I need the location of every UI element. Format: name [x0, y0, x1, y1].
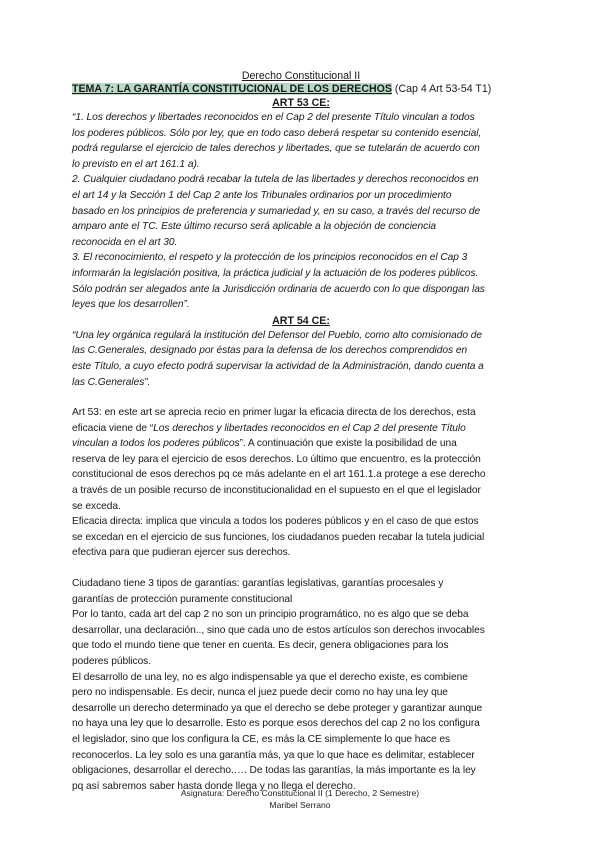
text-line: reconocida en el art 30. [72, 236, 178, 248]
text-line: amparo ante el TC. Este último recurso será aplicable a la objeción de conciencia [72, 221, 437, 233]
commentary-lines [72, 452, 530, 561]
tema-heading [72, 83, 530, 96]
text-line: el legislador, sino que los configura la CE, es más la CE simplemente lo que hace es [72, 733, 451, 745]
text-line: lo previsto en el art 161.1 a). [72, 158, 200, 170]
tema-reference: (Cap 4 Art 53-54 T1) [391, 83, 492, 95]
text-line: se exceda. [72, 500, 121, 512]
text-line: Eficacia directa: implica que vincula a todos los poderes públicos y en el caso de que estos [72, 516, 479, 528]
text-line: efectiva para que pudieran ejercer sus derechos. [72, 547, 291, 559]
text-line: no haya una ley que lo desarrolle. Esto es porque esos derechos del cap 2 no los configura [72, 718, 480, 730]
text-line: obligaciones, desarrollar el derecho.…. De todas las garantías, la más importante es la ley [72, 765, 476, 777]
text-line: podrá regularse el ejercicio de tales derechos y libertades, que se tutelarán de acuerdo con [72, 143, 480, 155]
text-line: los poderes públicos. Sólo por ley, que en todo caso deberá respetar su contenido esencial, [72, 127, 482, 139]
text-line [72, 436, 530, 452]
tema-title: TEMA 7: LA GARANTÍA CONSTITUCIONAL DE LOS DERECHOS [72, 83, 392, 95]
spacer [72, 390, 530, 405]
text-line: 2. Cualquier ciudadano podrá recabar la tutela de las libertades y derechos reconocidos en [72, 174, 479, 186]
quoted-fragment: Los derechos y libertades reconocidos en el Cap 2 del presente Título [153, 422, 466, 434]
text-line: 3. El reconocimiento, el respeto y la protección de los principios reconocidos en el Cap 3 [72, 252, 468, 264]
text-line [72, 421, 530, 437]
text-line: informarán la legislación positiva, la práctica judicial y la actuación de los poderes públicos. [72, 267, 479, 279]
art53-quote [72, 110, 530, 313]
footer-subject: Asignatura: Derecho Constitucional II (1 Derecho, 2 Semestre) [180, 788, 420, 798]
text-line: Ciudadano tiene 3 tipos de garantías: garantías legislativas, garantías procesales y [72, 578, 444, 590]
text-line: las C.Generales”. [72, 376, 151, 388]
text-line: Sólo podrán ser alegados ante la Jurisdicción ordinaria de acuerdo con lo que dispongan las [72, 283, 485, 295]
quoted-fragment: vinculan a todos los poderes públicos [72, 438, 240, 450]
text-line: este Título, a cuyo efecto podrá supervisar la actividad de la Administración, dando cuenta a [72, 360, 484, 372]
text-line: Por lo tanto, cada art del cap 2 no son un principio programático, no es algo que se deba [72, 609, 469, 621]
footer-author: Maribel Serrano [269, 800, 331, 810]
art54-quote [72, 328, 530, 390]
text-line: se excedan en el ejercicio de sus funciones, los ciudadanos pueden recabar la tutela judicial [72, 531, 485, 543]
text-fragment: eficacia viene de “ [72, 422, 154, 434]
text-line: el art 14 y la Sección 1 del Cap 2 ante los Tribunales ordinarios por un procedimiento [72, 189, 452, 201]
commentary-paragraph-1 [72, 405, 530, 561]
text-line: constitucional de esos derechos pq ce más adelante en el art 161.1.a protege a ese derecho [72, 469, 486, 481]
text-line: que todo el mundo tiene que tener en cuenta. Es decir, genera obligaciones para los [72, 640, 449, 652]
page-content [72, 70, 530, 794]
text-fragment: ”. A continuación que existe la posibilidad de una [239, 438, 457, 450]
text-line: pero no indispensable. Es decir, nunca el juez puede decir como no hay una ley que [72, 687, 448, 699]
spacer [72, 561, 530, 576]
art54-heading: ART 54 CE: [272, 314, 330, 327]
text-line: a través de un posible recurso de inconstitucionalidad en el supuesto en el que el legislador [72, 485, 481, 497]
text-line: basado en los principios de preferencia y sumariedad y, en su caso, a través del recurso de [72, 205, 481, 217]
art53-heading: ART 53 CE: [272, 97, 330, 109]
text-line: “1. Los derechos y libertades reconocidos en el Cap 2 del presente Título vinculan a todos [72, 112, 475, 123]
text-line: las C.Generales, designado por éstas para la defensa de los derechos comprendidos en [72, 345, 468, 357]
text-line: “Una ley orgánica regulará la institución del Defensor del Pueblo, como alto comisionado de [72, 329, 482, 341]
text-line: desarrolle un derecho determinado ya que el derecho se debe proteger y garantizar aunque [72, 702, 483, 714]
course-title: Derecho Constitucional II [241, 70, 361, 82]
text-line: garantías de protección puramente constitucional [72, 593, 293, 605]
text-line: leyes que los desarrollen”. [72, 299, 190, 311]
text-line: pq así sabremos saber hasta donde llega y no llega el derecho. [72, 780, 356, 792]
text-line: desarrollar, una declaración.., sino que cada uno de estos artículos son derechos invocables [72, 624, 485, 636]
text-line: reserva de ley para el ejercicio de esos derechos. Lo último que encuentro, es la protección [72, 453, 481, 465]
text-line: poderes públicos. [72, 656, 152, 667]
commentary-paragraph-2 [72, 576, 530, 794]
text-line: reconocerlos. La ley solo es una garantía más, ya que lo que hace es delimitar, establecer [72, 749, 475, 761]
text-line: El desarrollo de una ley, no es algo indispensable ya que el derecho existe, es combiene [72, 671, 468, 683]
text-line: Art 53: en este art se aprecia recio en primer lugar la eficacia directa de los derechos, esta [72, 407, 476, 419]
